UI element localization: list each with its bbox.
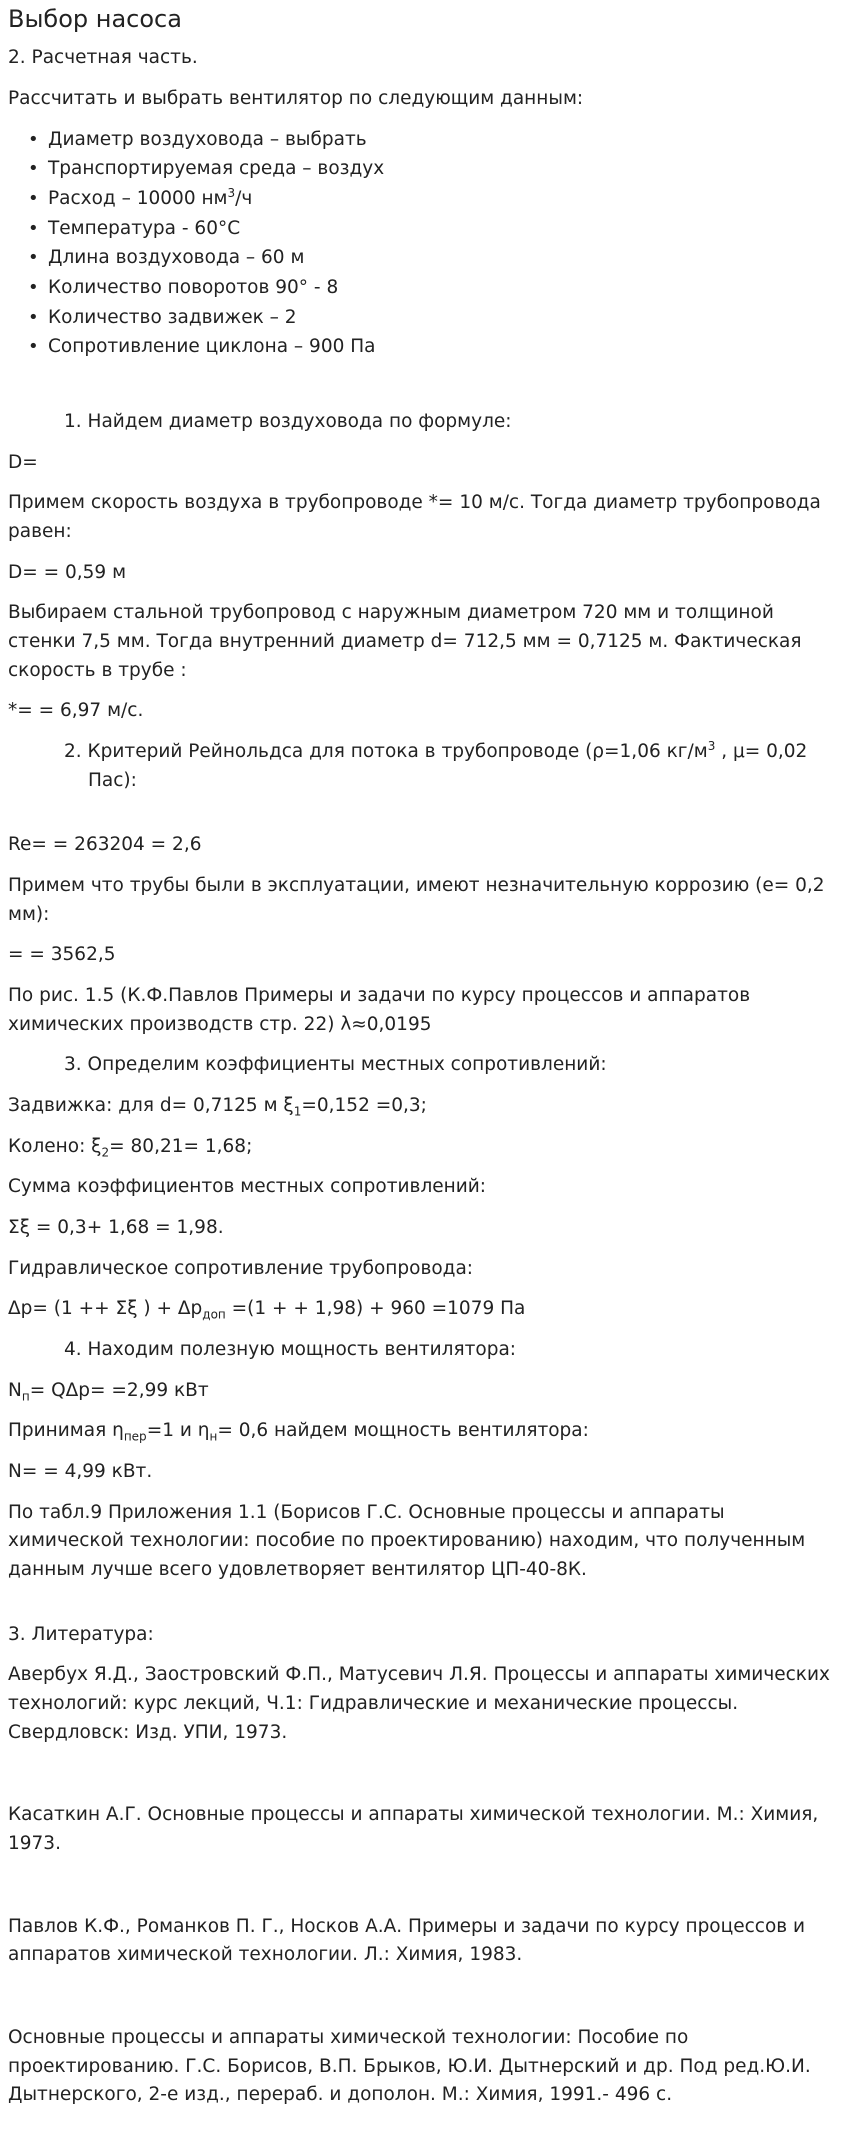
list-item: • Диаметр воздуховода – выбрать	[8, 126, 839, 155]
list-item: • Количество задвижек – 2	[8, 304, 839, 333]
formula-velocity: *= = 6,97 м/с.	[8, 700, 144, 722]
list-item: • Количество поворотов 90° - 8	[8, 274, 839, 303]
formula-pressure-drop: Δp= (1 ++ Σξ ) + $\Delta p_{доп} =(1$ + + 1,98) + 960 =1079 Па	[8, 1298, 526, 1323]
step-heading-3: 3. Определим коэффициенты местных сопротивлений:	[64, 1054, 607, 1076]
formula-d-result: D= = 0,59 м	[8, 561, 127, 583]
list-item: • Температура - 60°С	[8, 215, 839, 244]
formula-reynolds: Re= = 263204 = 2,6	[8, 834, 202, 856]
section-heading-literature: 3. Литература:	[8, 1623, 154, 1645]
paragraph-table-ref: По табл.9 Приложения 1.1 (Борисов Г.С. Основные процессы и аппараты химической технологии: пособие по проектированию) находим, что полученным данным лучше всего удовлетворяет вентилятор ЦП-40-8К.	[8, 1501, 806, 1581]
superscript: 3	[227, 185, 236, 200]
reference-item: Авербух Я.Д., Заостровский Ф.П., Матусевич Л.Я. Процессы и аппараты химических технологий: курс лекций, Ч.1: Гидравлические и механические процессы. Свердловск: Изд. УПИ, 1973.	[8, 1664, 830, 1743]
reference-item: Павлов К.Ф., Романков П. Г., Носков А.А. Примеры и задачи по курсу процессов и аппаратов химической технологии. Л.: Химия, 1983.	[8, 1915, 806, 1966]
step-heading-4: 4. Находим полезную мощность вентилятора:	[64, 1339, 517, 1361]
formula-useful-power: $N_п= Q\Delta p= =2,99$ кВт	[8, 1379, 209, 1404]
paragraph-pipe: Выбираем стальной трубопровод с наружным диаметром 720 мм и толщиной стенки 7,5 мм. Тогда внутренний диаметр d= 712,5 мм = 0,7125 м. Фактическая скорость в трубе :	[8, 602, 802, 681]
page-title: Выбор насоса	[8, 5, 182, 33]
list-item: • Транспортируемая среда – воздух	[8, 155, 839, 184]
formula-sum: Σξ = 0,3+ 1,68 = 1,98.	[8, 1217, 224, 1239]
input-data-list	[8, 126, 839, 362]
formula-valve: Задвижка: для d= 0,7125 м $\xi_1=0,152 =0,3$;	[8, 1095, 427, 1119]
formula-ratio: = = 3562,5	[8, 944, 116, 966]
section-heading: 2. Расчетная часть.	[8, 47, 198, 69]
paragraph-corrosion: Примем что трубы были в эксплуатации, имеют незначительную коррозию (e= 0,2 мм):	[8, 874, 825, 925]
step-heading-2: 2. Критерий Рейнольдса для потока в трубопроводе (ρ=1,06 $кг/м^3$ , μ= 0,02 Пас):	[64, 738, 808, 791]
paragraph-efficiency: Принимая $\eta_{пер}=1$ и $\eta_н= 0,6$ найдем мощность вентилятора:	[8, 1420, 589, 1445]
paragraph-figure-ref: По рис. 1.5 (К.Ф.Павлов Примеры и задачи по курсу процессов и аппаратов химических производств стр. 22) λ≈0,0195	[8, 984, 751, 1035]
list-item: • Длина воздуховода – 60 м	[8, 244, 839, 273]
reference-item: Касаткин А.Г. Основные процессы и аппараты химической технологии. М.: Химия, 1973.	[8, 1804, 819, 1855]
hydraulic-label: Гидравлическое сопротивление трубопровода:	[8, 1257, 474, 1279]
reference-item: Основные процессы и аппараты химической технологии: Пособие по проектированию. Г.С. Борисов, В.П. Брыков, Ю.И. Дытнерский и др. Под ред.Ю.И. Дытнерского, 2-е изд., перераб. и дополон. М.: Химия, 1991.- 496 с.	[8, 2027, 811, 2106]
formula-d: D=	[8, 451, 38, 473]
paragraph-velocity: Примем скорость воздуха в трубопроводе *= 10 м/с. Тогда диаметр трубопровода равен:	[8, 492, 821, 542]
list-item: • Расход – 10000 $нм^3/ч$	[8, 185, 839, 214]
formula-elbow: Колено: $\xi_2= 80,21= 1,68$;	[8, 1135, 253, 1160]
list-item: • Сопротивление циклона – 900 Па	[8, 333, 839, 362]
step-heading-1: 1. Найдем диаметр воздуховода по формуле:	[64, 410, 512, 432]
task-statement: Рассчитать и выбрать вентилятор по следующим данным:	[8, 87, 584, 109]
sum-label: Сумма коэффициентов местных сопротивлений:	[8, 1176, 487, 1198]
formula-power: N= = 4,99 кВт.	[8, 1461, 153, 1483]
